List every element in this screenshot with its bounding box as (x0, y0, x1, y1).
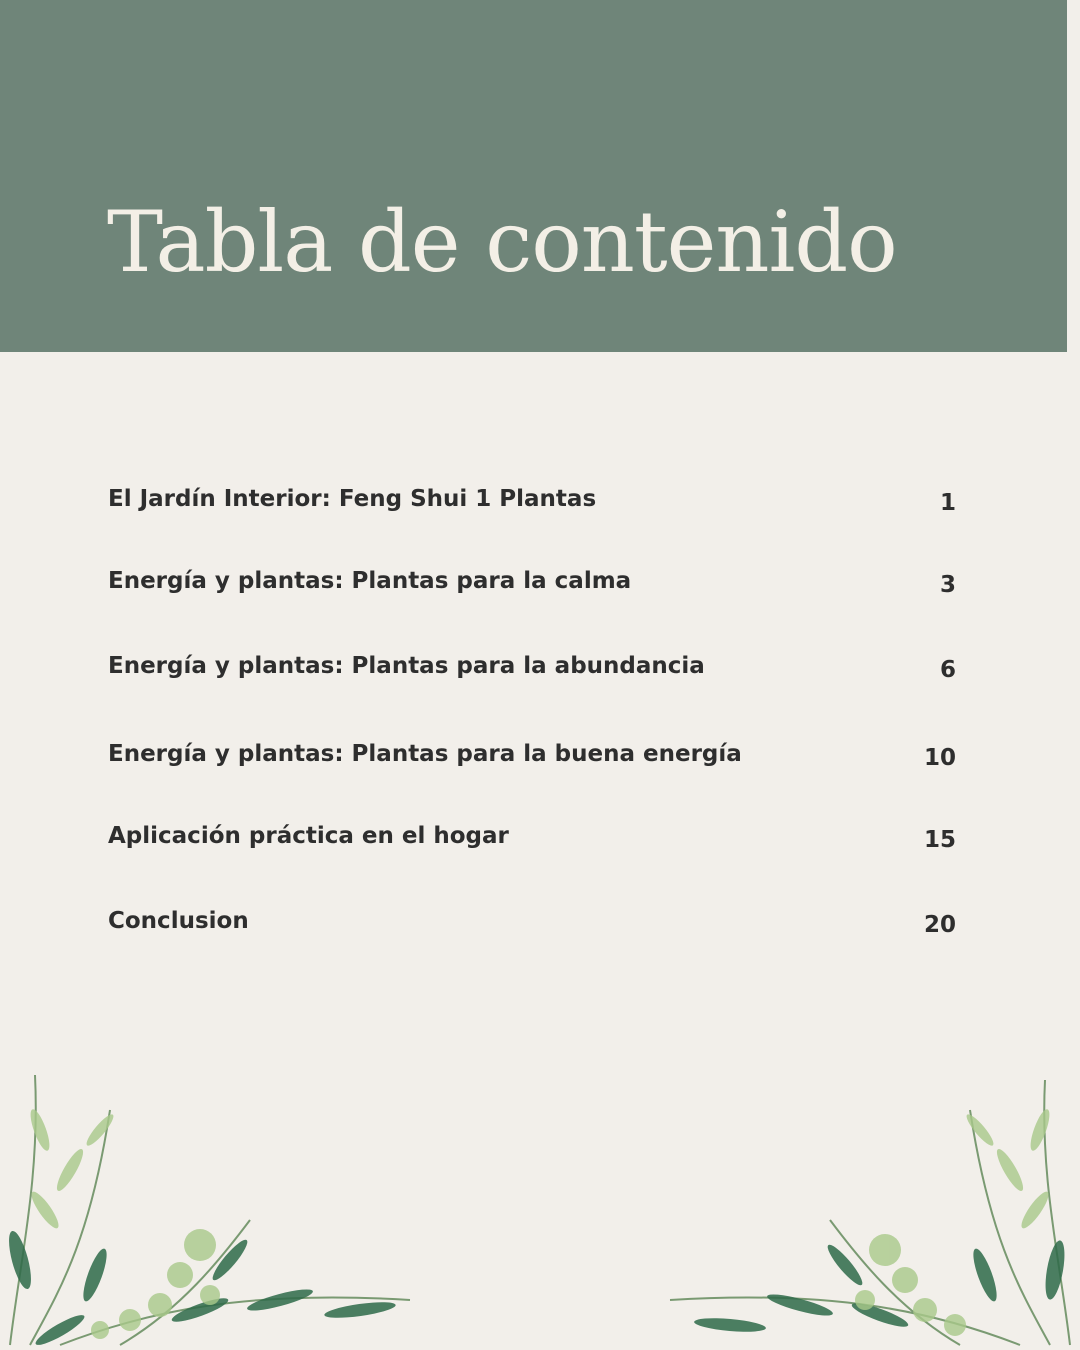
toc-entry-label: Energía y plantas: Plantas para la buena energía (108, 741, 742, 767)
toc-entry-label: Energía y plantas: Plantas para la calma (108, 568, 632, 594)
toc-entry-label: Conclusion (108, 908, 249, 934)
toc-entry-label: Aplicación práctica en el hogar (108, 823, 509, 849)
toc-entry-page: 10 (923, 745, 956, 771)
eucalyptus-branch-right-icon (650, 1060, 1080, 1350)
toc-entry[interactable] (108, 568, 956, 608)
toc-entry-page: 1 (939, 490, 956, 516)
page-title: Tabla de contenido (107, 193, 897, 291)
toc-entry[interactable] (108, 486, 956, 526)
title-banner (0, 0, 1067, 352)
toc-entry-page: 20 (923, 912, 956, 938)
toc-entry[interactable] (108, 741, 956, 781)
eucalyptus-branch-left-icon (0, 1060, 430, 1350)
toc-entry-page: 3 (939, 572, 956, 598)
toc-entry-page: 6 (939, 657, 956, 683)
toc-entry-label: El Jardín Interior: Feng Shui 1 Plantas (108, 486, 597, 512)
toc-entry[interactable] (108, 653, 956, 693)
toc-entry[interactable] (108, 823, 956, 863)
toc-entry-label: Energía y plantas: Plantas para la abundancia (108, 653, 705, 679)
toc-entry-page: 15 (923, 827, 956, 853)
toc-entry[interactable] (108, 908, 956, 948)
